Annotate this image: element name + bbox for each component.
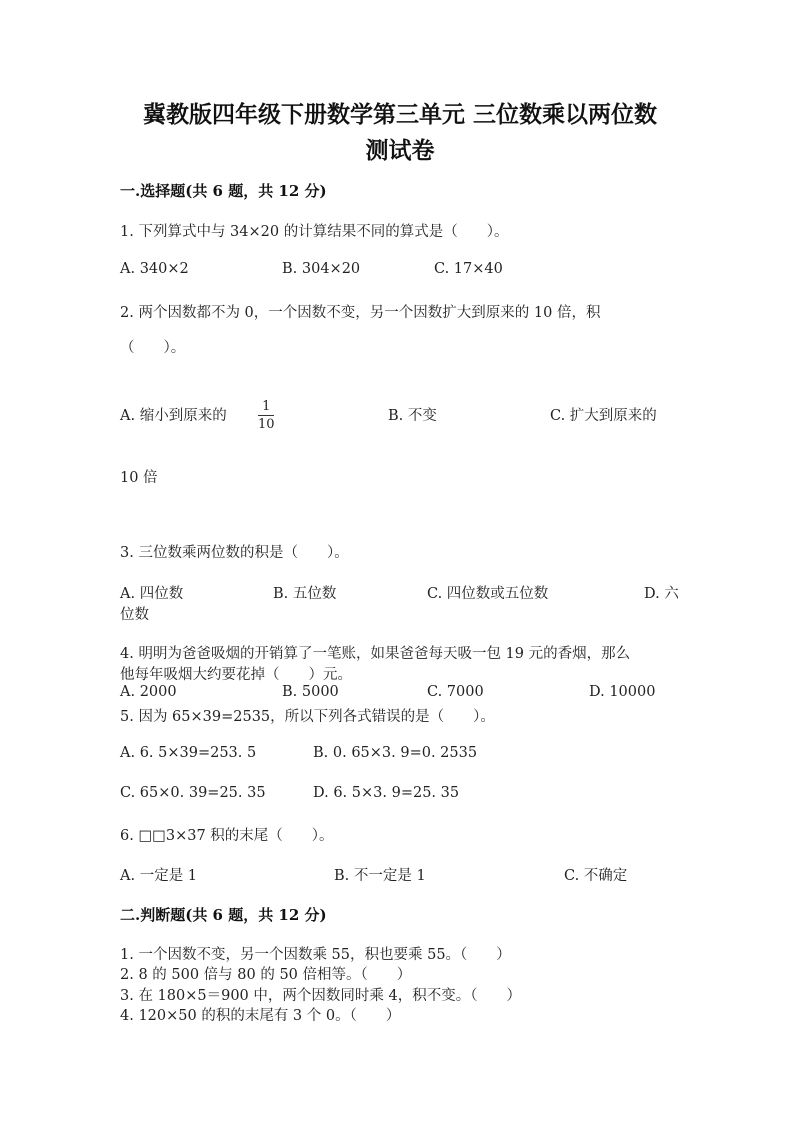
- question-4-option-c: C. 7000: [427, 684, 484, 700]
- question-2-option-c: C. 扩大到原来的: [550, 408, 657, 424]
- judgment-item-3: 3. 在 180×5＝900 中，两个因数同时乘 4，积不变。（ ）: [120, 988, 521, 1004]
- question-6-option-a: A. 一定是 1: [120, 868, 198, 884]
- question-4-option-d: D. 10000: [589, 684, 656, 700]
- question-4-option-b: B. 5000: [282, 684, 339, 700]
- question-1-stem: 1. 下列算式中与 34×20 的计算结果不同的算式是（ ）。: [120, 224, 509, 240]
- question-4-option-a: A. 2000: [120, 684, 177, 700]
- document-title-line2: 测试卷: [365, 137, 435, 164]
- question-4-stem-line1: 4. 明明为爸爸吸烟的开销算了一笔账，如果爸爸每天吸一包 19 元的香烟，那么: [120, 646, 631, 662]
- question-2-option-a: A. 缩小到原来的: [120, 408, 227, 424]
- question-5-stem: 5. 因为 65×39=2535，所以下列各式错误的是（ ）。: [120, 709, 495, 725]
- question-1-option-a: A. 340×2: [120, 261, 189, 277]
- question-6-option-b: B. 不一定是 1: [334, 868, 426, 884]
- question-2-stem-line1: 2. 两个因数都不为 0，一个因数不变，另一个因数扩大到原来的 10 倍，积: [120, 305, 601, 321]
- question-1-option-b: B. 304×20: [282, 261, 361, 277]
- question-5-option-d: D. 6. 5×3. 9=25. 35: [313, 785, 460, 801]
- judgment-item-2: 2. 8 的 500 倍与 80 的 50 倍相等。（ ）: [120, 967, 412, 983]
- fraction-denominator: 10: [258, 417, 275, 432]
- fraction-bar: [258, 415, 274, 416]
- question-3-option-d-continued: 位数: [120, 607, 149, 623]
- judgment-item-1: 1. 一个因数不变，另一个因数乘 55，积也要乘 55。（ ）: [120, 947, 511, 963]
- question-3-stem: 3. 三位数乘两位数的积是（ ）。: [120, 545, 349, 561]
- question-6-stem: 6. □□3×37 积的末尾（ ）。: [120, 828, 334, 844]
- fraction-one-tenth: [258, 399, 275, 432]
- question-3-option-c: C. 四位数或五位数: [427, 586, 549, 602]
- question-5-option-b: B. 0. 65×3. 9=0. 2535: [313, 745, 478, 761]
- question-2-stem-line2: （ ）。: [120, 340, 186, 356]
- document-title-line1: 冀教版四年级下册数学第三单元 三位数乘以两位数: [142, 101, 657, 128]
- question-2-option-b: B. 不变: [388, 408, 437, 424]
- question-3-option-b: B. 五位数: [273, 586, 337, 602]
- question-3-option-d: D. 六: [644, 586, 679, 602]
- judgment-item-4: 4. 120×50 的积的末尾有 3 个 0。（ ）: [120, 1008, 401, 1024]
- question-5-option-a: A. 6. 5×39=253. 5: [120, 745, 257, 761]
- question-5-option-c: C. 65×0. 39=25. 35: [120, 785, 266, 801]
- question-4-stem-line2: 他每年吸烟大约要花掉（ ）元。: [120, 667, 352, 683]
- section-heading-judgment: 二.判断题(共 6 题，共 12 分): [120, 906, 327, 924]
- section-heading-choice: 一.选择题(共 6 题，共 12 分): [120, 182, 327, 200]
- question-6-option-c: C. 不确定: [564, 868, 628, 884]
- question-3-option-a: A. 四位数: [120, 586, 184, 602]
- question-1-option-c: C. 17×40: [434, 261, 503, 277]
- fraction-numerator: 1: [262, 399, 271, 414]
- question-2-option-c-continued: 10 倍: [120, 470, 158, 486]
